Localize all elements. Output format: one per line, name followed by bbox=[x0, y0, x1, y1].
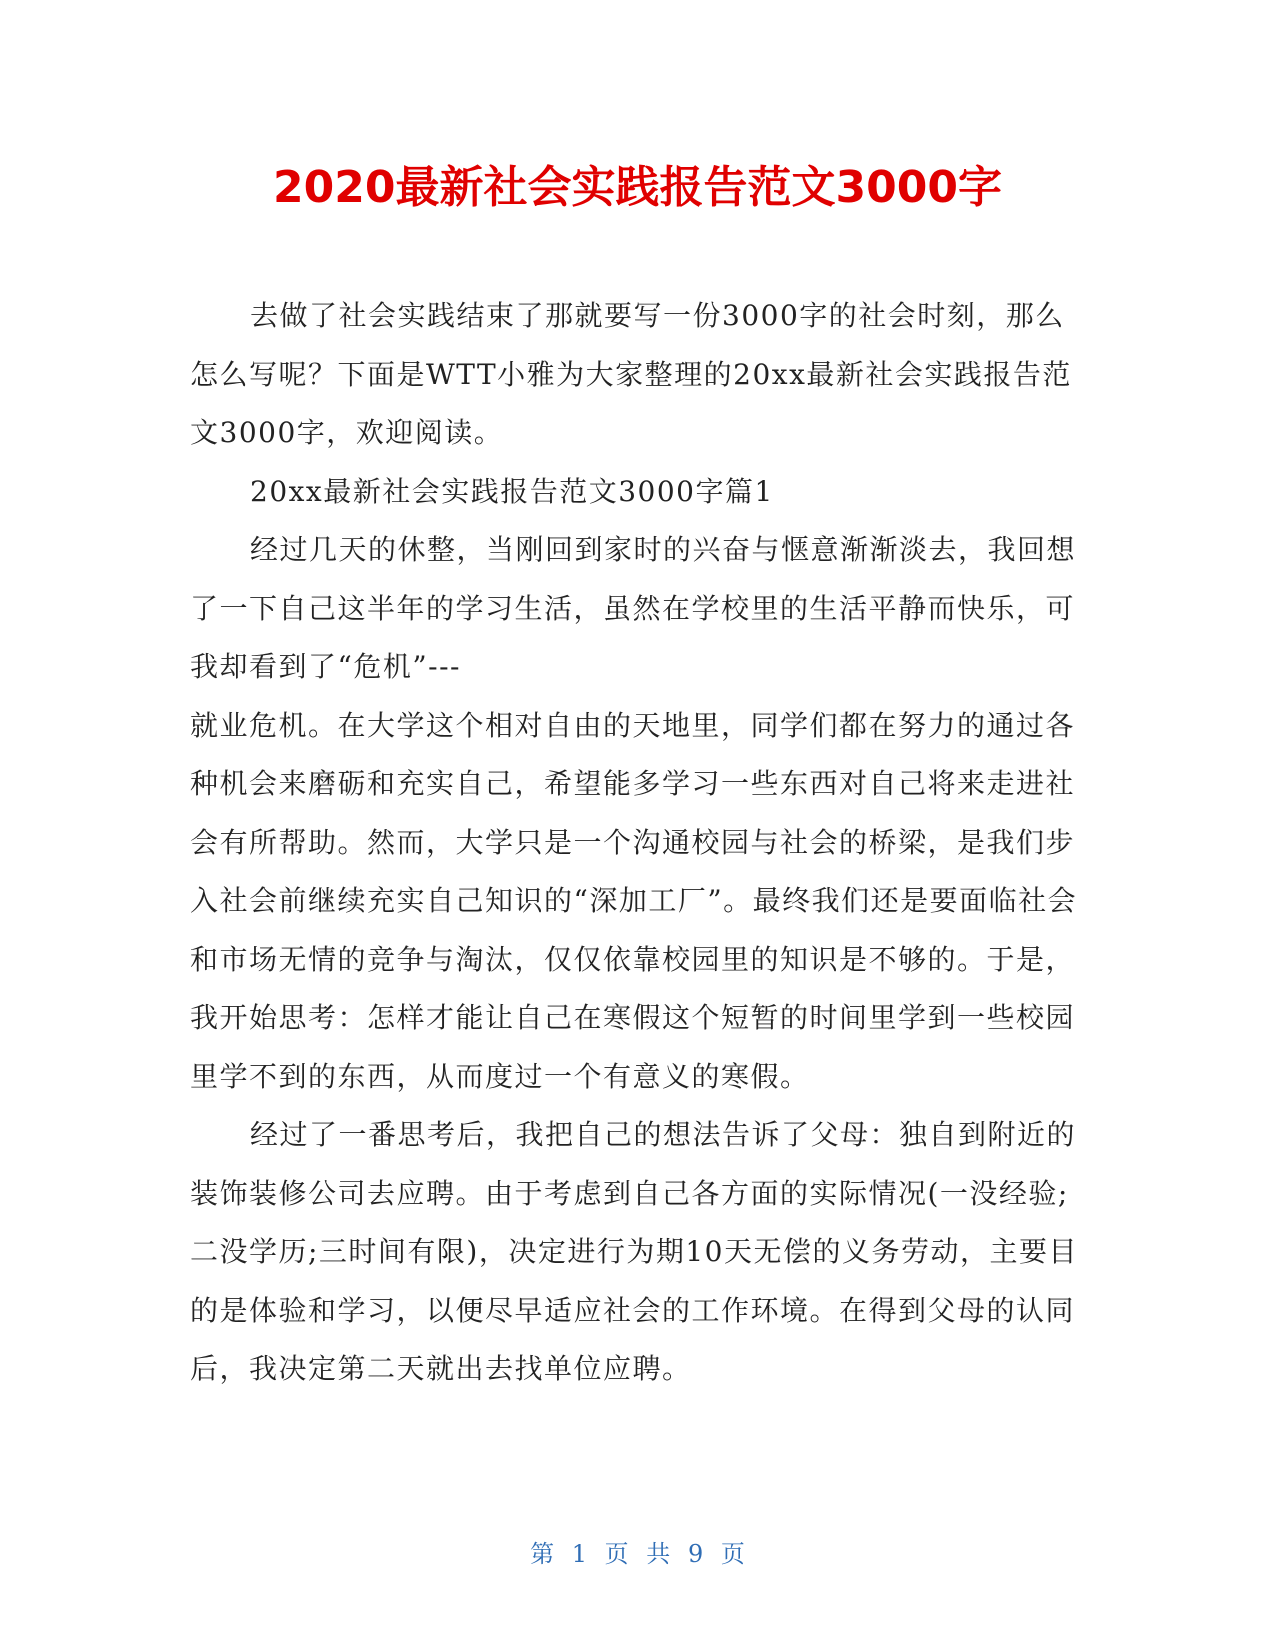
intro-paragraph: 去做了社会实践结束了那就要写一份3000字的社会时刻，那么怎么写呢？下面是WTT小雅为大家整理的20xx最新社会实践报告范文3000字，欢迎阅读。 bbox=[190, 299, 1072, 449]
document-body bbox=[190, 287, 1090, 1399]
body-paragraph: 经过几天的休整，当刚回到家时的兴奋与惬意渐渐淡去，我回想了一下自己这半年的学习生活，虽然在学校里的生活平静而快乐，可我却看到了“危机”--- bbox=[190, 533, 1077, 683]
body-paragraph: 就业危机。在大学这个相对自由的天地里，同学们都在努力的通过各种机会来磨砺和充实自己，希望能多学习一些东西对自己将来走进社会有所帮助。然而，大学只是一个沟通校园与社会的桥梁，是我们步入社会前继续充实自己知识的“深加工厂”。最终我们还是要面临社会和市场无情的竞争与淘汰，仅仅依靠校园里的知识是不够的。于是，我开始思考：怎样才能让自己在寒假这个短暂的时间里学到一些校园里学不到的东西，从而度过一个有意义的寒假。 bbox=[190, 708, 1078, 1093]
page-number-footer: 第 1 页 共 9 页 bbox=[530, 1540, 745, 1568]
document-title: 2020最新社会实践报告范文3000字 bbox=[273, 162, 1002, 213]
section-heading: 20xx最新社会实践报告范文3000字篇1 bbox=[250, 474, 774, 508]
body-paragraph: 经过了一番思考后，我把自己的想法告诉了父母：独自到附近的装饰装修公司去应聘。由于考虑到自己各方面的实际情况(一没经验;二没学历;三时间有限)，决定进行为期10天无偿的义务劳动，主要目的是体验和学习，以便尽早适应社会的工作环境。在得到父母的认同后，我决定第二天就出去找单位应聘。 bbox=[190, 1118, 1078, 1385]
